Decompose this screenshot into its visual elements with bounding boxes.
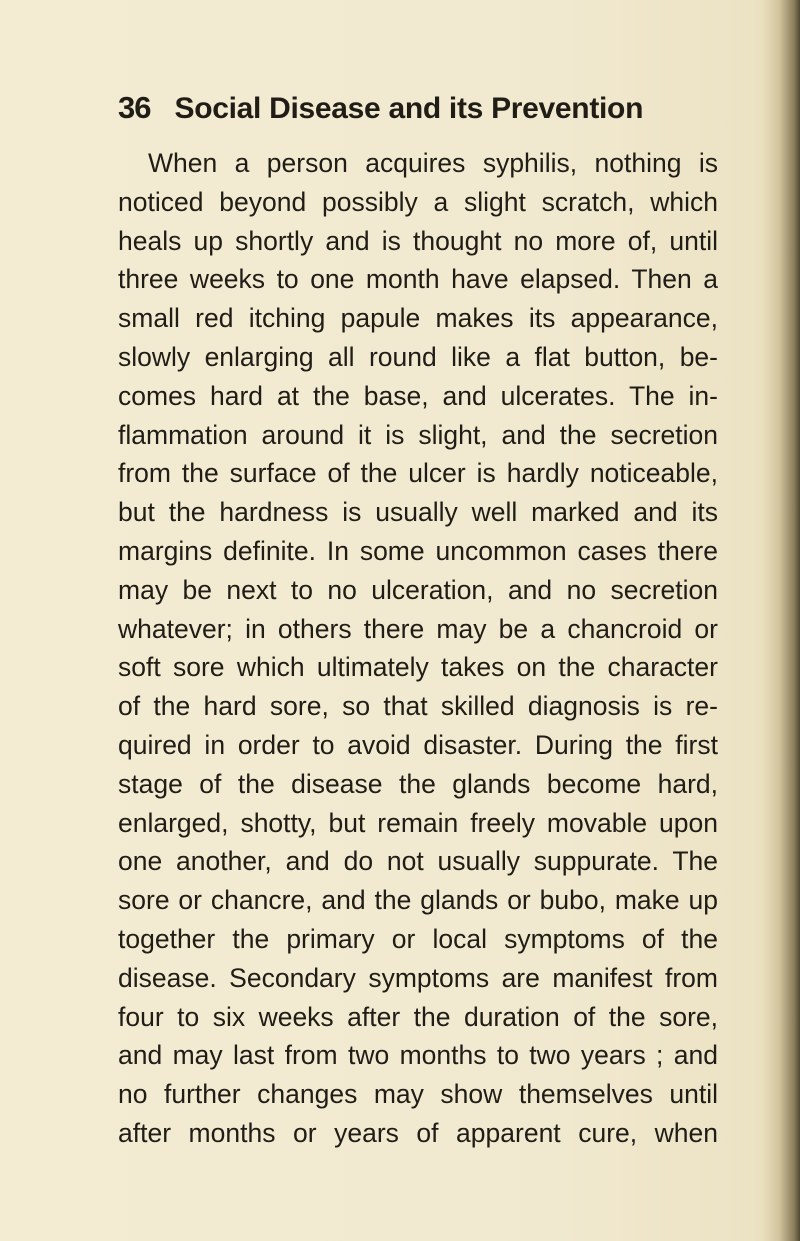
text-line: from the surface of the ulcer is hardly noticeable, (118, 458, 718, 489)
text-line: sore or chancre, and the glands or bubo, make up (118, 885, 718, 916)
text-line: flammation around it is slight, and the secretion (118, 419, 718, 450)
text-line: enlarged, shotty, but remain freely movable upon (118, 807, 718, 838)
text-line: but the hardness is usually well marked and its (118, 497, 718, 528)
text-line: and may last from two months to two years ; and (118, 1040, 718, 1071)
text-line: stage of the disease the glands become hard, (118, 768, 718, 799)
text-line: noticed beyond possibly a slight scratch, which (118, 186, 718, 217)
text-line: disease. Secondary symptoms are manifest from (118, 962, 718, 993)
text-line: heals up shortly and is thought no more of, until (118, 225, 718, 256)
text-line: small red itching papule makes its appearance, (118, 303, 718, 334)
text-line: three weeks to one month have elapsed. Then a (118, 264, 718, 295)
text-line: whatever; in others there may be a chancroid or (118, 613, 718, 644)
text-line: quired in order to avoid disaster. During the first (118, 729, 718, 760)
body-text (118, 144, 718, 1153)
text-line: slowly enlarging all round like a flat button, be- (118, 341, 718, 372)
text-line: four to six weeks after the duration of the sore, (118, 1001, 718, 1032)
running-head (118, 90, 678, 134)
text-line: together the primary or local symptoms of the (118, 923, 718, 954)
text-line: of the hard sore, so that skilled diagnosis is re- (118, 691, 718, 722)
page-number: 36 (118, 90, 151, 125)
running-title: Social Disease and its Prevention (174, 92, 644, 125)
text-line: after months or years of apparent cure, when (118, 1117, 718, 1148)
text-line: no further changes may show themselves until (118, 1079, 718, 1110)
page-gutter-shadow (762, 0, 800, 1241)
text-line: margins definite. In some uncommon cases there (118, 535, 718, 566)
text-line: soft sore which ultimately takes on the character (118, 652, 718, 683)
text-line: one another, and do not usually suppurate. The (118, 846, 718, 877)
text-line: When a person acquires syphilis, nothing is (148, 148, 718, 178)
text-line: comes hard at the base, and ulcerates. The in- (118, 380, 718, 411)
text-line: may be next to no ulceration, and no secretion (118, 574, 718, 605)
